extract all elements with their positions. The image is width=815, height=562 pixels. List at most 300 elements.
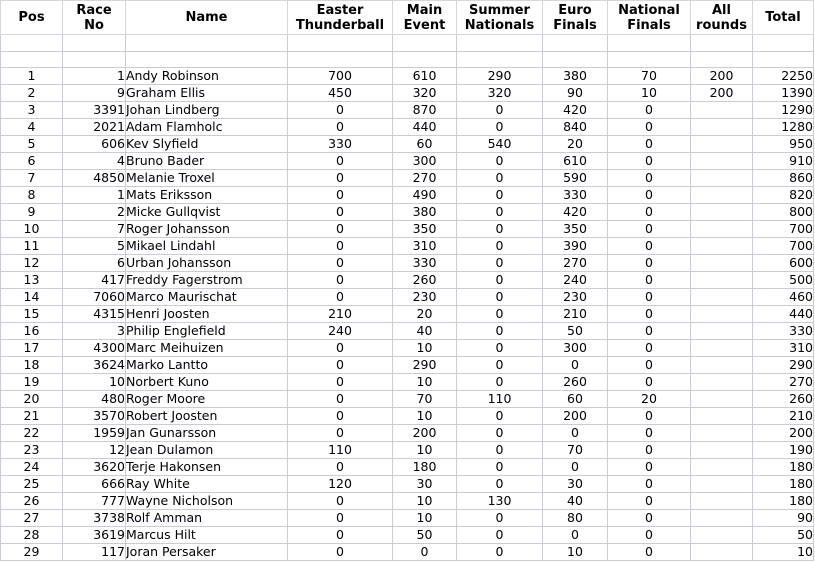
cell-summer[interactable]: 0 xyxy=(457,425,543,442)
cell-euro[interactable]: 840 xyxy=(543,119,608,136)
cell-main[interactable]: 20 xyxy=(393,306,457,323)
cell-race-no[interactable]: 1959 xyxy=(63,425,126,442)
cell-national[interactable]: 0 xyxy=(608,187,691,204)
header-euro[interactable] xyxy=(543,1,608,35)
cell-race-no[interactable]: 3624 xyxy=(63,357,126,374)
cell-main[interactable]: 230 xyxy=(393,289,457,306)
header-summer[interactable] xyxy=(457,1,543,35)
cell-pos[interactable]: 1 xyxy=(1,68,63,85)
cell-all-rounds[interactable] xyxy=(691,425,753,442)
cell-name[interactable]: Jean Dulamon xyxy=(126,442,288,459)
cell-main[interactable]: 40 xyxy=(393,323,457,340)
cell-all-rounds[interactable] xyxy=(691,136,753,153)
cell-summer[interactable]: 0 xyxy=(457,289,543,306)
cell-summer[interactable]: 0 xyxy=(457,476,543,493)
cell-race-no[interactable]: 5 xyxy=(63,238,126,255)
cell-name[interactable]: Micke Gullqvist xyxy=(126,204,288,221)
cell-race-no[interactable]: 4 xyxy=(63,153,126,170)
cell-name[interactable]: Melanie Troxel xyxy=(126,170,288,187)
cell-total[interactable]: 860 xyxy=(753,170,814,187)
cell-race-no[interactable]: 10 xyxy=(63,374,126,391)
cell-national[interactable]: 0 xyxy=(608,221,691,238)
cell-summer[interactable]: 0 xyxy=(457,255,543,272)
cell-pos[interactable]: 4 xyxy=(1,119,63,136)
cell-easter[interactable]: 0 xyxy=(288,102,393,119)
cell-summer[interactable]: 320 xyxy=(457,85,543,102)
cell-easter[interactable]: 0 xyxy=(288,170,393,187)
cell-euro[interactable]: 210 xyxy=(543,306,608,323)
cell-race-no[interactable]: 417 xyxy=(63,272,126,289)
cell-euro[interactable]: 420 xyxy=(543,204,608,221)
cell-race-no[interactable]: 3619 xyxy=(63,527,126,544)
cell-summer[interactable]: 0 xyxy=(457,544,543,561)
cell-easter[interactable]: 0 xyxy=(288,459,393,476)
cell-pos[interactable]: 6 xyxy=(1,153,63,170)
cell-total[interactable]: 310 xyxy=(753,340,814,357)
cell-euro[interactable]: 350 xyxy=(543,221,608,238)
cell-name[interactable]: Marco Maurischat xyxy=(126,289,288,306)
cell-summer[interactable]: 0 xyxy=(457,102,543,119)
cell-all-rounds[interactable]: 200 xyxy=(691,68,753,85)
cell-total[interactable]: 50 xyxy=(753,527,814,544)
cell-name[interactable]: Ray White xyxy=(126,476,288,493)
cell-summer[interactable]: 0 xyxy=(457,272,543,289)
cell-national[interactable]: 0 xyxy=(608,306,691,323)
cell-main[interactable]: 30 xyxy=(393,476,457,493)
cell-race-no[interactable]: 2 xyxy=(63,204,126,221)
cell-total[interactable]: 190 xyxy=(753,442,814,459)
cell-all-rounds[interactable] xyxy=(691,204,753,221)
cell-all-rounds[interactable] xyxy=(691,527,753,544)
cell-summer[interactable]: 0 xyxy=(457,340,543,357)
cell-national[interactable]: 0 xyxy=(608,425,691,442)
cell-total[interactable]: 90 xyxy=(753,510,814,527)
cell-easter[interactable]: 0 xyxy=(288,238,393,255)
cell-main[interactable]: 290 xyxy=(393,357,457,374)
cell-all-rounds[interactable] xyxy=(691,170,753,187)
cell-all-rounds[interactable] xyxy=(691,153,753,170)
cell-summer[interactable]: 110 xyxy=(457,391,543,408)
cell-easter[interactable]: 0 xyxy=(288,289,393,306)
header-race-no[interactable] xyxy=(63,1,126,35)
cell-euro[interactable]: 0 xyxy=(543,357,608,374)
cell-easter[interactable]: 0 xyxy=(288,527,393,544)
cell-all-rounds[interactable] xyxy=(691,272,753,289)
cell-name[interactable]: Marc Meihuizen xyxy=(126,340,288,357)
cell-euro[interactable]: 380 xyxy=(543,68,608,85)
cell-all-rounds[interactable] xyxy=(691,323,753,340)
cell-total[interactable]: 800 xyxy=(753,204,814,221)
header-national[interactable] xyxy=(608,1,691,35)
cell-race-no[interactable]: 4850 xyxy=(63,170,126,187)
cell-race-no[interactable]: 3391 xyxy=(63,102,126,119)
cell-race-no[interactable]: 7 xyxy=(63,221,126,238)
cell-easter[interactable]: 0 xyxy=(288,357,393,374)
cell-name[interactable]: Philip Englefield xyxy=(126,323,288,340)
cell-national[interactable]: 0 xyxy=(608,153,691,170)
cell-national[interactable]: 0 xyxy=(608,408,691,425)
cell-easter[interactable]: 120 xyxy=(288,476,393,493)
cell-all-rounds[interactable] xyxy=(691,255,753,272)
cell-national[interactable]: 0 xyxy=(608,442,691,459)
cell-name[interactable]: Norbert Kuno xyxy=(126,374,288,391)
cell-all-rounds[interactable] xyxy=(691,187,753,204)
cell-total[interactable]: 2250 xyxy=(753,68,814,85)
cell-total[interactable]: 290 xyxy=(753,357,814,374)
cell-easter[interactable]: 0 xyxy=(288,119,393,136)
cell-main[interactable]: 0 xyxy=(393,544,457,561)
cell-all-rounds[interactable] xyxy=(691,493,753,510)
header-total[interactable]: Total xyxy=(753,1,814,35)
cell-pos[interactable]: 14 xyxy=(1,289,63,306)
cell-main[interactable]: 310 xyxy=(393,238,457,255)
cell-summer[interactable]: 0 xyxy=(457,459,543,476)
cell-race-no[interactable]: 666 xyxy=(63,476,126,493)
cell-pos[interactable]: 2 xyxy=(1,85,63,102)
cell-pos[interactable]: 26 xyxy=(1,493,63,510)
cell-main[interactable]: 350 xyxy=(393,221,457,238)
cell-name[interactable]: Andy Robinson xyxy=(126,68,288,85)
cell-race-no[interactable]: 4315 xyxy=(63,306,126,323)
cell-pos[interactable]: 27 xyxy=(1,510,63,527)
cell-total[interactable]: 270 xyxy=(753,374,814,391)
cell-national[interactable]: 0 xyxy=(608,357,691,374)
cell-easter[interactable]: 0 xyxy=(288,153,393,170)
cell-summer[interactable]: 0 xyxy=(457,119,543,136)
cell-euro[interactable]: 70 xyxy=(543,442,608,459)
cell-euro[interactable]: 10 xyxy=(543,544,608,561)
cell-national[interactable]: 0 xyxy=(608,476,691,493)
cell-all-rounds[interactable] xyxy=(691,391,753,408)
cell-main[interactable]: 10 xyxy=(393,442,457,459)
cell-easter[interactable]: 0 xyxy=(288,425,393,442)
cell-national[interactable]: 0 xyxy=(608,136,691,153)
cell-name[interactable]: Urban Johansson xyxy=(126,255,288,272)
cell-national[interactable]: 20 xyxy=(608,391,691,408)
cell-summer[interactable]: 0 xyxy=(457,153,543,170)
cell-summer[interactable]: 0 xyxy=(457,187,543,204)
cell-easter[interactable]: 0 xyxy=(288,391,393,408)
cell-pos[interactable]: 28 xyxy=(1,527,63,544)
cell-name[interactable]: Marko Lantto xyxy=(126,357,288,374)
cell-pos[interactable]: 3 xyxy=(1,102,63,119)
cell-main[interactable]: 320 xyxy=(393,85,457,102)
cell-euro[interactable]: 300 xyxy=(543,340,608,357)
cell-summer[interactable]: 0 xyxy=(457,510,543,527)
cell-all-rounds[interactable]: 200 xyxy=(691,85,753,102)
cell-name[interactable]: Johan Lindberg xyxy=(126,102,288,119)
cell-main[interactable]: 70 xyxy=(393,391,457,408)
cell-summer[interactable]: 0 xyxy=(457,442,543,459)
cell-main[interactable]: 260 xyxy=(393,272,457,289)
cell-easter[interactable]: 0 xyxy=(288,187,393,204)
cell-all-rounds[interactable] xyxy=(691,119,753,136)
cell-main[interactable]: 10 xyxy=(393,510,457,527)
cell-main[interactable]: 60 xyxy=(393,136,457,153)
header-pos[interactable]: Pos xyxy=(1,1,63,35)
cell-race-no[interactable]: 1 xyxy=(63,187,126,204)
cell-national[interactable]: 0 xyxy=(608,340,691,357)
cell-euro[interactable]: 390 xyxy=(543,238,608,255)
cell-race-no[interactable]: 3620 xyxy=(63,459,126,476)
cell-national[interactable]: 0 xyxy=(608,459,691,476)
header-main[interactable] xyxy=(393,1,457,35)
cell-pos[interactable]: 11 xyxy=(1,238,63,255)
cell-euro[interactable]: 420 xyxy=(543,102,608,119)
cell-euro[interactable]: 260 xyxy=(543,374,608,391)
cell-national[interactable]: 0 xyxy=(608,323,691,340)
cell-main[interactable]: 870 xyxy=(393,102,457,119)
cell-summer[interactable]: 0 xyxy=(457,323,543,340)
cell-total[interactable]: 500 xyxy=(753,272,814,289)
cell-total[interactable]: 700 xyxy=(753,221,814,238)
cell-easter[interactable]: 240 xyxy=(288,323,393,340)
cell-easter[interactable]: 700 xyxy=(288,68,393,85)
cell-total[interactable]: 1390 xyxy=(753,85,814,102)
header-name[interactable]: Name xyxy=(126,1,288,35)
cell-name[interactable]: Bruno Bader xyxy=(126,153,288,170)
cell-total[interactable]: 180 xyxy=(753,493,814,510)
cell-summer[interactable]: 0 xyxy=(457,204,543,221)
cell-main[interactable]: 380 xyxy=(393,204,457,221)
cell-total[interactable]: 950 xyxy=(753,136,814,153)
cell-all-rounds[interactable] xyxy=(691,476,753,493)
cell-total[interactable]: 460 xyxy=(753,289,814,306)
cell-race-no[interactable]: 6 xyxy=(63,255,126,272)
cell-national[interactable]: 0 xyxy=(608,255,691,272)
cell-all-rounds[interactable] xyxy=(691,221,753,238)
cell-national[interactable]: 0 xyxy=(608,102,691,119)
cell-national[interactable]: 10 xyxy=(608,85,691,102)
cell-all-rounds[interactable] xyxy=(691,289,753,306)
cell-name[interactable]: Marcus Hilt xyxy=(126,527,288,544)
cell-total[interactable]: 1280 xyxy=(753,119,814,136)
cell-pos[interactable]: 5 xyxy=(1,136,63,153)
cell-main[interactable]: 610 xyxy=(393,68,457,85)
cell-all-rounds[interactable] xyxy=(691,544,753,561)
cell-total[interactable]: 10 xyxy=(753,544,814,561)
cell-national[interactable]: 0 xyxy=(608,204,691,221)
cell-name[interactable]: Roger Johansson xyxy=(126,221,288,238)
cell-main[interactable]: 490 xyxy=(393,187,457,204)
cell-easter[interactable]: 450 xyxy=(288,85,393,102)
cell-summer[interactable]: 540 xyxy=(457,136,543,153)
cell-name[interactable]: Mikael Lindahl xyxy=(126,238,288,255)
cell-summer[interactable]: 0 xyxy=(457,221,543,238)
cell-easter[interactable]: 110 xyxy=(288,442,393,459)
cell-pos[interactable]: 8 xyxy=(1,187,63,204)
cell-pos[interactable]: 17 xyxy=(1,340,63,357)
cell-euro[interactable]: 0 xyxy=(543,425,608,442)
cell-name[interactable]: Rolf Amman xyxy=(126,510,288,527)
cell-pos[interactable]: 16 xyxy=(1,323,63,340)
cell-pos[interactable]: 23 xyxy=(1,442,63,459)
cell-summer[interactable]: 0 xyxy=(457,357,543,374)
cell-euro[interactable]: 60 xyxy=(543,391,608,408)
cell-race-no[interactable]: 1 xyxy=(63,68,126,85)
cell-national[interactable]: 0 xyxy=(608,238,691,255)
cell-summer[interactable]: 0 xyxy=(457,408,543,425)
cell-total[interactable]: 180 xyxy=(753,476,814,493)
cell-national[interactable]: 0 xyxy=(608,493,691,510)
cell-pos[interactable]: 15 xyxy=(1,306,63,323)
cell-euro[interactable]: 270 xyxy=(543,255,608,272)
cell-all-rounds[interactable] xyxy=(691,408,753,425)
cell-euro[interactable]: 40 xyxy=(543,493,608,510)
cell-easter[interactable]: 0 xyxy=(288,204,393,221)
cell-race-no[interactable]: 2021 xyxy=(63,119,126,136)
cell-summer[interactable]: 0 xyxy=(457,527,543,544)
cell-summer[interactable]: 130 xyxy=(457,493,543,510)
cell-name[interactable]: Kev Slyfield xyxy=(126,136,288,153)
cell-all-rounds[interactable] xyxy=(691,306,753,323)
cell-easter[interactable]: 0 xyxy=(288,221,393,238)
header-all-rounds[interactable] xyxy=(691,1,753,35)
cell-euro[interactable]: 30 xyxy=(543,476,608,493)
cell-euro[interactable]: 590 xyxy=(543,170,608,187)
cell-easter[interactable]: 0 xyxy=(288,374,393,391)
cell-name[interactable]: Wayne Nicholson xyxy=(126,493,288,510)
cell-name[interactable]: Robert Joosten xyxy=(126,408,288,425)
cell-national[interactable]: 0 xyxy=(608,510,691,527)
cell-race-no[interactable]: 3 xyxy=(63,323,126,340)
cell-name[interactable]: Graham Ellis xyxy=(126,85,288,102)
cell-pos[interactable]: 19 xyxy=(1,374,63,391)
cell-all-rounds[interactable] xyxy=(691,357,753,374)
cell-pos[interactable]: 9 xyxy=(1,204,63,221)
cell-easter[interactable]: 0 xyxy=(288,272,393,289)
cell-all-rounds[interactable] xyxy=(691,340,753,357)
cell-name[interactable]: Roger Moore xyxy=(126,391,288,408)
cell-euro[interactable]: 0 xyxy=(543,459,608,476)
cell-race-no[interactable]: 3738 xyxy=(63,510,126,527)
cell-total[interactable]: 1290 xyxy=(753,102,814,119)
cell-national[interactable]: 0 xyxy=(608,170,691,187)
cell-race-no[interactable]: 12 xyxy=(63,442,126,459)
cell-national[interactable]: 0 xyxy=(608,289,691,306)
cell-total[interactable]: 210 xyxy=(753,408,814,425)
cell-all-rounds[interactable] xyxy=(691,510,753,527)
cell-name[interactable]: Joran Persaker xyxy=(126,544,288,561)
cell-summer[interactable]: 0 xyxy=(457,306,543,323)
cell-name[interactable]: Freddy Fagerstrom xyxy=(126,272,288,289)
cell-main[interactable]: 200 xyxy=(393,425,457,442)
cell-main[interactable]: 440 xyxy=(393,119,457,136)
cell-pos[interactable]: 25 xyxy=(1,476,63,493)
cell-race-no[interactable]: 9 xyxy=(63,85,126,102)
cell-all-rounds[interactable] xyxy=(691,238,753,255)
cell-all-rounds[interactable] xyxy=(691,459,753,476)
cell-euro[interactable]: 610 xyxy=(543,153,608,170)
cell-total[interactable]: 330 xyxy=(753,323,814,340)
cell-main[interactable]: 10 xyxy=(393,340,457,357)
cell-easter[interactable]: 0 xyxy=(288,493,393,510)
cell-pos[interactable]: 20 xyxy=(1,391,63,408)
cell-national[interactable]: 70 xyxy=(608,68,691,85)
cell-pos[interactable]: 24 xyxy=(1,459,63,476)
cell-national[interactable]: 0 xyxy=(608,374,691,391)
cell-main[interactable]: 10 xyxy=(393,493,457,510)
cell-easter[interactable]: 0 xyxy=(288,255,393,272)
cell-national[interactable]: 0 xyxy=(608,527,691,544)
cell-main[interactable]: 300 xyxy=(393,153,457,170)
cell-total[interactable]: 910 xyxy=(753,153,814,170)
cell-easter[interactable]: 330 xyxy=(288,136,393,153)
cell-race-no[interactable]: 3570 xyxy=(63,408,126,425)
cell-euro[interactable]: 80 xyxy=(543,510,608,527)
cell-name[interactable]: Mats Eriksson xyxy=(126,187,288,204)
cell-euro[interactable]: 90 xyxy=(543,85,608,102)
cell-main[interactable]: 10 xyxy=(393,374,457,391)
cell-all-rounds[interactable] xyxy=(691,102,753,119)
cell-all-rounds[interactable] xyxy=(691,442,753,459)
cell-euro[interactable]: 330 xyxy=(543,187,608,204)
cell-pos[interactable]: 10 xyxy=(1,221,63,238)
cell-euro[interactable]: 200 xyxy=(543,408,608,425)
cell-euro[interactable]: 0 xyxy=(543,527,608,544)
cell-main[interactable]: 330 xyxy=(393,255,457,272)
cell-euro[interactable]: 50 xyxy=(543,323,608,340)
cell-summer[interactable]: 0 xyxy=(457,238,543,255)
cell-euro[interactable]: 240 xyxy=(543,272,608,289)
cell-total[interactable]: 180 xyxy=(753,459,814,476)
cell-total[interactable]: 820 xyxy=(753,187,814,204)
cell-pos[interactable]: 18 xyxy=(1,357,63,374)
cell-total[interactable]: 200 xyxy=(753,425,814,442)
cell-race-no[interactable]: 606 xyxy=(63,136,126,153)
header-easter[interactable] xyxy=(288,1,393,35)
cell-total[interactable]: 700 xyxy=(753,238,814,255)
cell-pos[interactable]: 7 xyxy=(1,170,63,187)
cell-easter[interactable]: 210 xyxy=(288,306,393,323)
cell-total[interactable]: 440 xyxy=(753,306,814,323)
cell-summer[interactable]: 0 xyxy=(457,374,543,391)
cell-euro[interactable]: 230 xyxy=(543,289,608,306)
cell-name[interactable]: Jan Gunarsson xyxy=(126,425,288,442)
cell-pos[interactable]: 13 xyxy=(1,272,63,289)
cell-easter[interactable]: 0 xyxy=(288,340,393,357)
cell-main[interactable]: 10 xyxy=(393,408,457,425)
cell-name[interactable]: Adam Flamholc xyxy=(126,119,288,136)
cell-all-rounds[interactable] xyxy=(691,374,753,391)
cell-race-no[interactable]: 480 xyxy=(63,391,126,408)
cell-race-no[interactable]: 4300 xyxy=(63,340,126,357)
cell-easter[interactable]: 0 xyxy=(288,544,393,561)
cell-national[interactable]: 0 xyxy=(608,119,691,136)
cell-pos[interactable]: 29 xyxy=(1,544,63,561)
cell-race-no[interactable]: 777 xyxy=(63,493,126,510)
cell-main[interactable]: 180 xyxy=(393,459,457,476)
cell-pos[interactable]: 12 xyxy=(1,255,63,272)
cell-main[interactable]: 50 xyxy=(393,527,457,544)
cell-pos[interactable]: 21 xyxy=(1,408,63,425)
cell-name[interactable]: Terje Hakonsen xyxy=(126,459,288,476)
cell-race-no[interactable]: 117 xyxy=(63,544,126,561)
cell-easter[interactable]: 0 xyxy=(288,510,393,527)
cell-name[interactable]: Henri Joosten xyxy=(126,306,288,323)
cell-total[interactable]: 260 xyxy=(753,391,814,408)
cell-euro[interactable]: 20 xyxy=(543,136,608,153)
cell-race-no[interactable]: 7060 xyxy=(63,289,126,306)
cell-national[interactable]: 0 xyxy=(608,272,691,289)
cell-easter[interactable]: 0 xyxy=(288,408,393,425)
cell-total[interactable]: 600 xyxy=(753,255,814,272)
cell-summer[interactable]: 290 xyxy=(457,68,543,85)
cell-main[interactable]: 270 xyxy=(393,170,457,187)
cell-summer[interactable]: 0 xyxy=(457,170,543,187)
cell-national[interactable]: 0 xyxy=(608,544,691,561)
cell-pos[interactable]: 22 xyxy=(1,425,63,442)
